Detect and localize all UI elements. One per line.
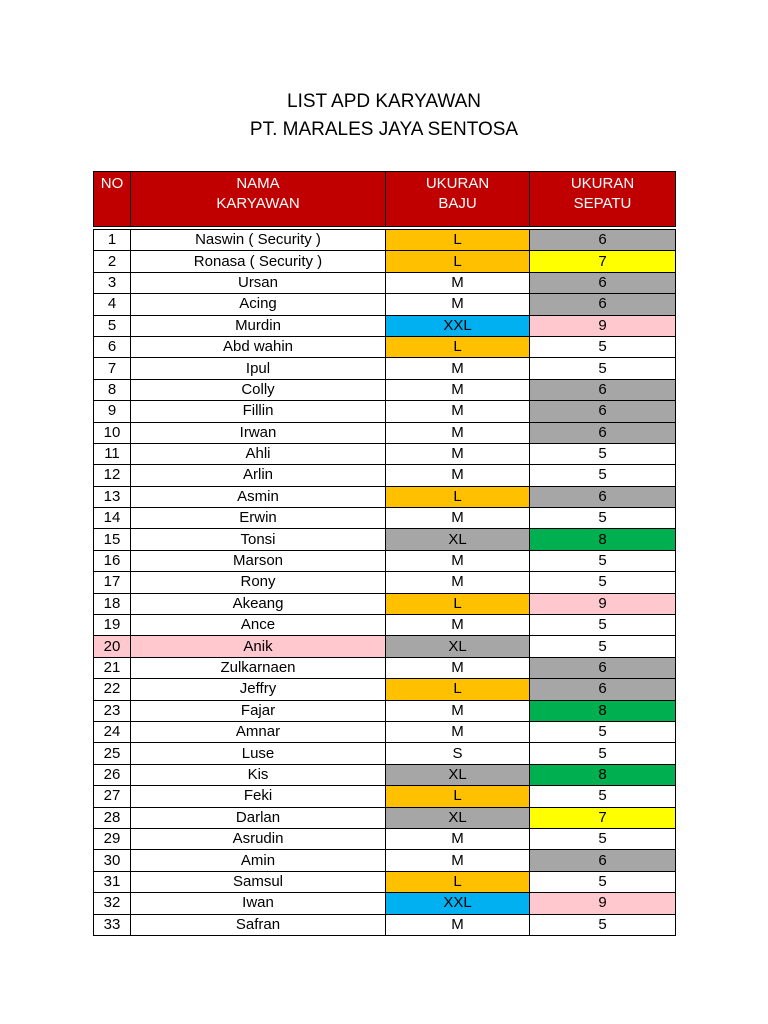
cell-ukuran-baju: XL [386, 807, 530, 828]
cell-no: 16 [94, 550, 131, 571]
cell-ukuran-baju: XXL [386, 315, 530, 336]
cell-nama: Feki [131, 786, 386, 807]
cell-ukuran-baju: XL [386, 636, 530, 657]
cell-ukuran-sepatu: 8 [530, 529, 676, 550]
cell-ukuran-sepatu: 5 [530, 871, 676, 892]
cell-ukuran-sepatu: 5 [530, 828, 676, 849]
cell-ukuran-baju: M [386, 443, 530, 464]
cell-ukuran-baju: M [386, 615, 530, 636]
cell-ukuran-baju: M [386, 422, 530, 443]
table-body [94, 227, 676, 936]
document-title: LIST APD KARYAWAN [287, 91, 481, 112]
cell-ukuran-baju: M [386, 465, 530, 486]
cell-ukuran-sepatu: 5 [530, 358, 676, 379]
table-row [94, 529, 676, 550]
cell-nama: Darlan [131, 807, 386, 828]
cell-nama: Amin [131, 850, 386, 871]
cell-nama: Amnar [131, 721, 386, 742]
cell-nama: Murdin [131, 315, 386, 336]
table-row [94, 786, 676, 807]
cell-ukuran-sepatu: 6 [530, 230, 676, 251]
table-row [94, 700, 676, 721]
cell-nama: Zulkarnaen [131, 657, 386, 678]
cell-nama: Luse [131, 743, 386, 764]
cell-no: 19 [94, 615, 131, 636]
cell-ukuran-baju: M [386, 657, 530, 678]
cell-ukuran-baju: L [386, 871, 530, 892]
table-row [94, 508, 676, 529]
cell-no: 3 [94, 272, 131, 293]
cell-nama: Erwin [131, 508, 386, 529]
header-nama-karyawan: NAMA KARYAWAN [131, 172, 386, 227]
cell-no: 27 [94, 786, 131, 807]
table-row [94, 401, 676, 422]
apd-table [93, 171, 676, 936]
header-ukuran-baju: UKURAN BAJU [386, 172, 530, 227]
cell-nama: Tonsi [131, 529, 386, 550]
cell-ukuran-sepatu: 5 [530, 721, 676, 742]
table-row [94, 315, 676, 336]
cell-no: 12 [94, 465, 131, 486]
cell-no: 11 [94, 443, 131, 464]
cell-no: 2 [94, 251, 131, 272]
cell-ukuran-sepatu: 5 [530, 743, 676, 764]
cell-nama: Ahli [131, 443, 386, 464]
cell-ukuran-sepatu: 5 [530, 786, 676, 807]
cell-nama: Fajar [131, 700, 386, 721]
table-row [94, 807, 676, 828]
cell-ukuran-sepatu: 5 [530, 336, 676, 357]
table-row [94, 550, 676, 571]
cell-ukuran-sepatu: 6 [530, 850, 676, 871]
table-row [94, 721, 676, 742]
cell-nama: Marson [131, 550, 386, 571]
cell-ukuran-sepatu: 5 [530, 550, 676, 571]
company-name: PT. MARALES JAYA SENTOSA [249, 119, 519, 140]
cell-nama: Arlin [131, 465, 386, 486]
cell-no: 13 [94, 486, 131, 507]
cell-ukuran-baju: M [386, 508, 530, 529]
cell-no: 21 [94, 657, 131, 678]
cell-ukuran-sepatu: 6 [530, 401, 676, 422]
table-row [94, 465, 676, 486]
cell-no: 17 [94, 572, 131, 593]
table-row [94, 358, 676, 379]
cell-ukuran-sepatu: 8 [530, 700, 676, 721]
cell-ukuran-baju: M [386, 721, 530, 742]
table-row [94, 593, 676, 614]
cell-ukuran-sepatu: 5 [530, 615, 676, 636]
table-row [94, 828, 676, 849]
table-row [94, 443, 676, 464]
table-row [94, 893, 676, 914]
cell-ukuran-sepatu: 6 [530, 379, 676, 400]
cell-no: 25 [94, 743, 131, 764]
cell-no: 30 [94, 850, 131, 871]
table-row [94, 871, 676, 892]
cell-no: 23 [94, 700, 131, 721]
cell-nama: Safran [131, 914, 386, 935]
cell-nama: Naswin ( Security ) [131, 230, 386, 251]
cell-ukuran-sepatu: 5 [530, 572, 676, 593]
cell-nama: Anik [131, 636, 386, 657]
cell-nama: Ance [131, 615, 386, 636]
cell-no: 14 [94, 508, 131, 529]
table-row [94, 636, 676, 657]
cell-nama: Abd wahin [131, 336, 386, 357]
cell-no: 18 [94, 593, 131, 614]
cell-nama: Ursan [131, 272, 386, 293]
table-row [94, 679, 676, 700]
cell-ukuran-baju: XL [386, 764, 530, 785]
cell-ukuran-baju: M [386, 572, 530, 593]
cell-no: 5 [94, 315, 131, 336]
cell-nama: Irwan [131, 422, 386, 443]
cell-nama: Jeffry [131, 679, 386, 700]
cell-ukuran-sepatu: 5 [530, 465, 676, 486]
cell-no: 6 [94, 336, 131, 357]
cell-ukuran-baju: M [386, 850, 530, 871]
cell-ukuran-baju: M [386, 914, 530, 935]
cell-ukuran-sepatu: 7 [530, 251, 676, 272]
cell-ukuran-sepatu: 5 [530, 508, 676, 529]
cell-ukuran-baju: M [386, 550, 530, 571]
cell-ukuran-sepatu: 6 [530, 422, 676, 443]
cell-no: 10 [94, 422, 131, 443]
cell-no: 26 [94, 764, 131, 785]
cell-ukuran-baju: M [386, 401, 530, 422]
table-row [94, 379, 676, 400]
cell-ukuran-sepatu: 5 [530, 636, 676, 657]
cell-nama: Rony [131, 572, 386, 593]
cell-no: 20 [94, 636, 131, 657]
cell-nama: Iwan [131, 893, 386, 914]
cell-no: 9 [94, 401, 131, 422]
cell-ukuran-baju: L [386, 336, 530, 357]
table-row [94, 657, 676, 678]
table-row [94, 422, 676, 443]
cell-ukuran-sepatu: 5 [530, 914, 676, 935]
cell-ukuran-baju: L [386, 786, 530, 807]
cell-nama: Colly [131, 379, 386, 400]
cell-ukuran-baju: XL [386, 529, 530, 550]
cell-nama: Kis [131, 764, 386, 785]
cell-ukuran-sepatu: 9 [530, 893, 676, 914]
cell-ukuran-sepatu: 6 [530, 679, 676, 700]
table-row [94, 615, 676, 636]
cell-ukuran-baju: M [386, 272, 530, 293]
cell-no: 15 [94, 529, 131, 550]
cell-nama: Fillin [131, 401, 386, 422]
cell-ukuran-sepatu: 9 [530, 315, 676, 336]
cell-nama: Akeang [131, 593, 386, 614]
cell-nama: Ronasa ( Security ) [131, 251, 386, 272]
cell-ukuran-baju: M [386, 828, 530, 849]
cell-ukuran-baju: M [386, 294, 530, 315]
cell-ukuran-sepatu: 9 [530, 593, 676, 614]
cell-no: 1 [94, 230, 131, 251]
cell-no: 24 [94, 721, 131, 742]
cell-nama: Ipul [131, 358, 386, 379]
cell-ukuran-baju: L [386, 486, 530, 507]
cell-nama: Asmin [131, 486, 386, 507]
cell-no: 31 [94, 871, 131, 892]
cell-ukuran-baju: L [386, 230, 530, 251]
cell-no: 22 [94, 679, 131, 700]
table-row [94, 764, 676, 785]
cell-no: 28 [94, 807, 131, 828]
table-row [94, 914, 676, 935]
table-row [94, 294, 676, 315]
cell-ukuran-baju: M [386, 700, 530, 721]
cell-ukuran-baju: XXL [386, 893, 530, 914]
cell-ukuran-sepatu: 5 [530, 443, 676, 464]
cell-ukuran-sepatu: 6 [530, 657, 676, 678]
cell-ukuran-sepatu: 6 [530, 272, 676, 293]
table-row [94, 272, 676, 293]
header-ukuran-sepatu: UKURAN SEPATU [530, 172, 676, 227]
table-row [94, 850, 676, 871]
cell-nama: Samsul [131, 871, 386, 892]
cell-no: 32 [94, 893, 131, 914]
cell-ukuran-sepatu: 6 [530, 294, 676, 315]
table-row [94, 336, 676, 357]
cell-ukuran-baju: L [386, 679, 530, 700]
cell-no: 8 [94, 379, 131, 400]
table-row [94, 743, 676, 764]
cell-nama: Acing [131, 294, 386, 315]
table-row [94, 486, 676, 507]
table-header-row [94, 172, 676, 227]
header-no: NO [94, 172, 131, 227]
cell-no: 4 [94, 294, 131, 315]
table-row [94, 251, 676, 272]
cell-no: 29 [94, 828, 131, 849]
cell-ukuran-baju: L [386, 593, 530, 614]
cell-no: 7 [94, 358, 131, 379]
cell-ukuran-baju: M [386, 379, 530, 400]
cell-ukuran-sepatu: 8 [530, 764, 676, 785]
cell-no: 33 [94, 914, 131, 935]
cell-ukuran-sepatu: 7 [530, 807, 676, 828]
table-row [94, 572, 676, 593]
table-row [94, 230, 676, 251]
cell-ukuran-baju: S [386, 743, 530, 764]
cell-ukuran-baju: L [386, 251, 530, 272]
cell-ukuran-sepatu: 6 [530, 486, 676, 507]
cell-ukuran-baju: M [386, 358, 530, 379]
cell-nama: Asrudin [131, 828, 386, 849]
